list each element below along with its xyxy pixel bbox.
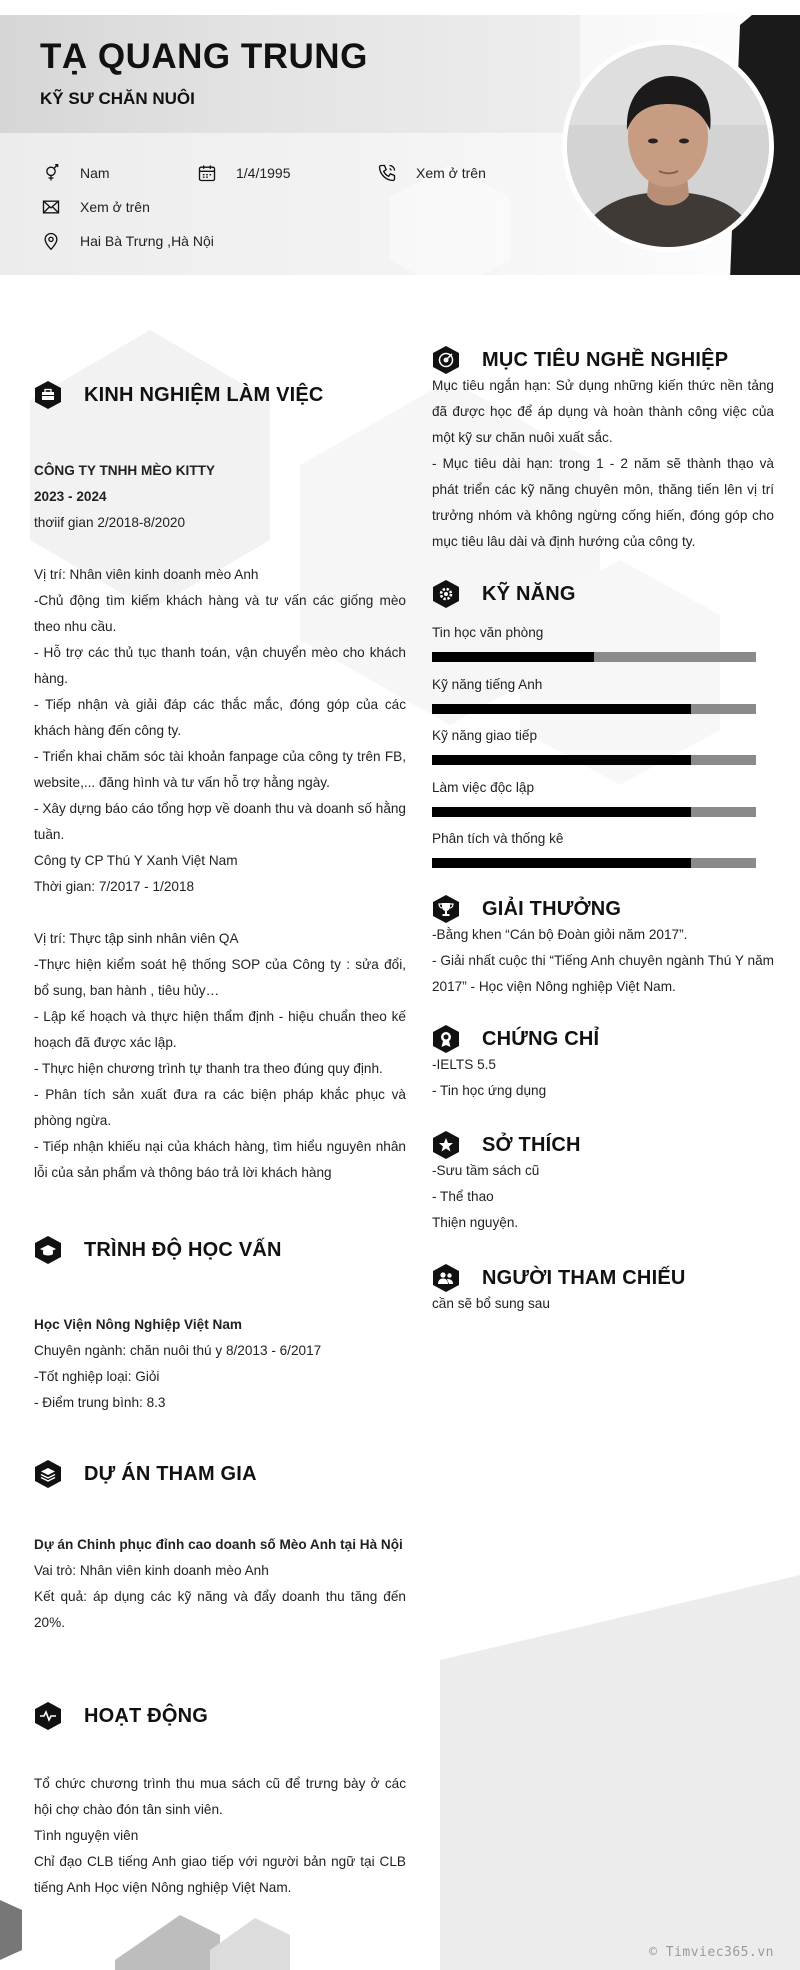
skill-item <box>432 828 756 868</box>
activity-line: Tổ chức chương trình thu mua sách cũ để trưng bày ở các hội chợ chào đón tân sinh viên. <box>34 1776 406 1817</box>
experience-heading <box>34 380 324 410</box>
activities-lines <box>34 1771 406 1901</box>
activity-line: Chỉ đạo CLB tiếng Anh giao tiếp với người bản ngữ tại CLB tiếng Anh Học viện Nông nghiệp Việt Nam. <box>34 1854 406 1895</box>
awards-title: GIẢI THƯỞNG <box>482 897 622 920</box>
certificate-medal-icon <box>432 1024 460 1054</box>
hobby-line: - Thể thao <box>432 1189 494 1204</box>
experience-line: - Tiếp nhận và giải đáp các thắc mắc, đóng góp của các khách hàng đến công ty. <box>34 697 406 738</box>
experience-line: - Thực hiện chương trình tự thanh tra theo đúng quy định. <box>34 1061 383 1076</box>
address-value: Hai Bà Trưng ,Hà Nội <box>80 233 214 249</box>
mail-icon <box>40 196 62 218</box>
candidate-job-title: KỸ SƯ CHĂN NUÔI <box>40 89 195 108</box>
contact-phone <box>376 162 486 184</box>
skill-bar-fill <box>432 807 691 817</box>
contact-address <box>40 230 214 252</box>
skill-bar-fill <box>432 858 691 868</box>
hobby-line: -Sưu tầm sách cũ <box>432 1163 540 1178</box>
experience-line: - Hỗ trợ các thủ tục thanh toán, vận chuyển mèo cho khách hàng. <box>34 645 406 686</box>
gear-icon <box>432 579 460 609</box>
experience-line <box>34 536 406 562</box>
skills-heading <box>432 579 576 609</box>
target-icon <box>432 345 460 375</box>
education-line: - Điểm trung bình: 8.3 <box>34 1395 166 1410</box>
references-title: NGƯỜI THAM CHIẾU <box>482 1266 686 1289</box>
projects-heading <box>34 1459 257 1489</box>
certificates-title: CHỨNG CHỈ <box>482 1027 600 1050</box>
experience-line: Thời gian: 7/2017 - 1/2018 <box>34 879 195 894</box>
project-name: Dự án Chinh phục đỉnh cao doanh số Mèo Anh tại Hà Nội <box>34 1537 403 1552</box>
skill-bar-track <box>432 652 756 662</box>
skills-title: KỸ NĂNG <box>482 582 576 605</box>
certificates-heading <box>432 1024 599 1054</box>
gender-value: Nam <box>80 165 110 181</box>
phone-value: Xem ở trên <box>416 165 486 181</box>
education-title: TRÌNH ĐỘ HỌC VẤN <box>84 1238 282 1261</box>
education-body <box>34 1312 406 1416</box>
skill-name: Làm việc độc lập <box>432 779 535 795</box>
skill-bar-fill <box>432 704 691 714</box>
awards-lines <box>432 922 774 1000</box>
candidate-name: TẠ QUANG TRUNG <box>40 37 368 76</box>
objective-body <box>432 373 774 555</box>
calendar-icon <box>196 162 218 184</box>
education-line: Chuyên ngành: chăn nuôi thú y 8/2013 - 6/2017 <box>34 1343 322 1358</box>
contact-gender <box>40 162 110 184</box>
hobbies-heading <box>432 1130 581 1160</box>
experience-line: - Tiếp nhận khiếu nại của khách hàng, tìm hiểu nguyên nhân lỗi của sản phẩm và thông báo trả lời khách hàng <box>34 1139 406 1180</box>
skill-bar-fill <box>432 652 594 662</box>
cv-header <box>0 15 800 275</box>
objective-heading <box>432 345 728 375</box>
projects-title: DỰ ÁN THAM GIA <box>84 1462 257 1485</box>
references-lines <box>432 1291 774 1317</box>
certificate-line: -IELTS 5.5 <box>432 1057 496 1072</box>
reference-line: cần sẽ bổ sung sau <box>432 1296 550 1311</box>
experience-body <box>34 458 406 1186</box>
activities-body <box>34 1771 406 1901</box>
phone-icon <box>376 162 398 184</box>
activities-heading <box>34 1701 208 1731</box>
skill-item <box>432 674 756 714</box>
skill-name: Kỹ năng giao tiếp <box>432 728 538 743</box>
trophy-icon <box>432 894 460 924</box>
company-name: CÔNG TY TNHH MÈO KITTY <box>34 463 215 478</box>
email-value: Xem ở trên <box>80 199 150 215</box>
award-line: - Giải nhất cuộc thi “Tiếng Anh chuyên ngành Thú Y năm 2017” - Học viện Nông nghiệp Việt Nam. <box>432 953 774 994</box>
experience-line: -Chủ động tìm kiếm khách hàng và tư vấn các giống mèo theo nhu cầu. <box>34 593 406 634</box>
location-pin-icon <box>40 230 62 252</box>
experience-line: - Phân tích sản xuất đưa ra các biện pháp khắc phục và phòng ngừa. <box>34 1087 406 1128</box>
skill-bar-fill <box>432 755 691 765</box>
hobbies-title: SỞ THÍCH <box>482 1133 581 1156</box>
objective-title: MỤC TIÊU NGHỀ NGHIỆP <box>482 348 729 371</box>
projects-lines <box>34 1558 406 1636</box>
experience-line <box>34 900 406 926</box>
skill-item <box>432 725 756 765</box>
skill-item <box>432 622 756 662</box>
experience-line: -Thực hiện kiểm soát hệ thống SOP của Công ty : sửa đổi, bổ sung, ban hành , tiêu hủy… <box>34 957 406 998</box>
objective-line: Mục tiêu ngắn hạn: Sử dụng những kiến thức nền tảng đã được học để áp dụng và hoàn thành công việc của một kỹ sư chăn nuôi xuất sắc. <box>432 378 774 445</box>
activities-title: HOẠT ĐỘNG <box>84 1704 209 1727</box>
experience-line: thơiif gian 2/2018-8/2020 <box>34 515 186 530</box>
experience-line: Vị trí: Nhân viên kinh doanh mèo Anh <box>34 567 259 582</box>
skill-name: Kỹ năng tiếng Anh <box>432 676 543 692</box>
star-icon <box>432 1130 460 1160</box>
experience-line: - Triển khai chăm sóc tài khoản fanpage của công ty trên FB, website,... đăng hình và tư vấn hỗ trợ hằng ngày. <box>34 749 406 790</box>
company-period: 2023 - 2024 <box>34 489 107 504</box>
skill-bar-track <box>432 807 756 817</box>
experience-line: Công ty CP Thú Y Xanh Việt Nam <box>34 853 238 868</box>
awards-heading <box>432 894 621 924</box>
gender-icon <box>40 162 62 184</box>
profile-photo <box>567 45 769 247</box>
experience-line: Vị trí: Thực tập sinh nhân viên QA <box>34 931 239 946</box>
pulse-icon <box>34 1701 62 1731</box>
award-line: -Bằng khen “Cán bộ Đoàn giỏi năm 2017”. <box>432 927 688 942</box>
project-line: Kết quả: áp dụng các kỹ năng và đẩy doanh thu tăng đến 20%. <box>34 1589 406 1630</box>
graduation-cap-icon <box>34 1235 62 1265</box>
project-line: Vai trò: Nhân viên kinh doanh mèo Anh <box>34 1563 269 1578</box>
profile-photo-frame <box>562 40 774 252</box>
experience-line: - Lập kế hoạch và thực hiện thẩm định - hiệu chuẩn theo kế hoạch đã được xác lập. <box>34 1009 406 1050</box>
people-icon <box>432 1263 460 1293</box>
skill-bar-track <box>432 755 756 765</box>
watermark: © Timviec365.vn <box>649 1945 774 1960</box>
objective-line: - Mục tiêu dài hạn: trong 1 - 2 năm sẽ thành thạo và phát triển các kỹ năng chuyên môn, thăng tiến lên vị trí trưởng nhóm và không ngừng cống hiến, đóng góp cho mục tiêu lâu dài và định hướng của công ty. <box>432 456 774 549</box>
hobbies-body <box>432 1158 774 1236</box>
skill-bar-track <box>432 858 756 868</box>
layers-icon <box>34 1459 62 1489</box>
skill-item <box>432 777 756 817</box>
references-body <box>432 1291 774 1317</box>
skill-bar-track <box>432 704 756 714</box>
birthday-value: 1/4/1995 <box>236 165 291 181</box>
contact-birthday <box>196 162 291 184</box>
certificates-body <box>432 1052 774 1104</box>
references-heading <box>432 1263 686 1293</box>
skill-name: Phân tích và thống kê <box>432 831 564 846</box>
awards-body <box>432 922 774 1000</box>
certificates-lines <box>432 1052 774 1104</box>
education-line: -Tốt nghiệp loại: Giỏi <box>34 1369 160 1384</box>
education-lines <box>34 1338 406 1416</box>
skill-name: Tin học văn phòng <box>432 625 544 640</box>
education-heading <box>34 1235 282 1265</box>
objective-lines <box>432 373 774 555</box>
hobby-line: Thiện nguyện. <box>432 1215 519 1230</box>
briefcase-icon <box>34 380 62 410</box>
experience-title: KINH NGHIỆM LÀM VIỆC <box>84 383 324 406</box>
experience-lines <box>34 510 406 1186</box>
activity-line: Tình nguyện viên <box>34 1828 139 1843</box>
experience-line: - Xây dựng báo cáo tổng hợp về doanh thu và doanh số hằng tuần. <box>34 801 406 842</box>
school-name: Học Viện Nông Nghiệp Việt Nam <box>34 1317 242 1332</box>
contact-email <box>40 196 150 218</box>
projects-body <box>34 1532 406 1636</box>
certificate-line: - Tin học ứng dụng <box>432 1083 547 1098</box>
hobbies-lines <box>432 1158 774 1236</box>
